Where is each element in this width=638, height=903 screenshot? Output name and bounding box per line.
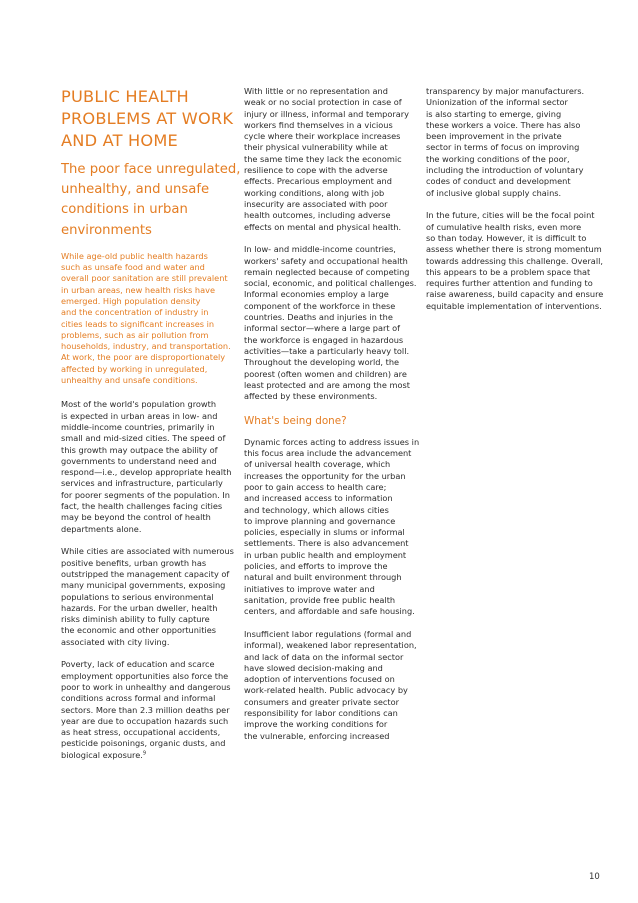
text-line: populations to serious environmental <box>61 591 214 602</box>
text-line: increases the opportunity for the urban <box>244 470 406 481</box>
page-number: 10 <box>589 872 600 882</box>
text-line: effects on mental and physical health. <box>244 221 402 232</box>
text-line: work-related health. Public advocacy by <box>244 685 408 696</box>
text-line: problems, such as air pollution from <box>61 329 209 340</box>
text-line: sanitation, provide free public health <box>244 594 396 605</box>
page-subtitle <box>61 160 241 241</box>
text-line: many municipal governments, exposing <box>61 580 226 591</box>
text-line: least protected and are among the most <box>244 379 410 390</box>
paragraph <box>426 86 598 199</box>
text-line: households, industry, and transportation. <box>61 341 231 352</box>
text-line: cities leads to significant increases in <box>61 318 215 329</box>
text-line: initiatives to improve water and <box>244 583 375 594</box>
text-line: poorest (often women and children) are <box>244 368 407 379</box>
text-line: workers find themselves in a vicious <box>244 119 393 130</box>
text-line: emerged. High population density <box>61 296 201 306</box>
text-line: unhealthy and unsafe conditions. <box>61 375 198 386</box>
text-line: services and infrastructure, particularly <box>61 478 223 489</box>
text-line: unhealthy, and unsafe <box>61 182 210 198</box>
text-line: social, economic, and political challenges. <box>244 278 417 289</box>
text-line: governments to understand need and <box>61 455 217 466</box>
text-line: to improve planning and governance <box>244 515 396 526</box>
text-line: While age-old public health hazards <box>61 250 208 261</box>
text-line: this focus area include the advancement <box>244 448 412 459</box>
text-line: in urban public health and employment <box>244 549 407 560</box>
text-line: Poverty, lack of education and scarce <box>61 659 215 670</box>
text-line: as heat stress, occupational accidents, <box>61 727 221 738</box>
text-line: and the concentration of industry in <box>61 307 209 318</box>
text-line: so than today. However, it is difficult to <box>426 232 587 243</box>
text-line: health outcomes, including adverse <box>244 210 391 221</box>
text-line: fact, the health challenges facing cities <box>61 501 223 512</box>
intro-paragraph <box>61 251 234 387</box>
text-line: insecurity are associated with poor <box>244 198 388 209</box>
text-line: policies, especially in slums or informal <box>244 527 405 538</box>
text-line: departments alone. <box>61 523 142 534</box>
text-line: middle-income countries, primarily in <box>61 421 215 432</box>
text-line: improve the working conditions for <box>244 719 388 730</box>
text-line: employment opportunities also force the <box>61 670 229 681</box>
middle-column <box>244 86 420 753</box>
text-line: outstripped the management capacity of <box>61 568 230 579</box>
paragraph <box>244 86 416 233</box>
text-line: biological exposure.$^9$ <box>61 749 147 760</box>
text-line: Most of the world's population growth <box>61 399 217 410</box>
text-line: including the introduction of voluntary <box>426 165 584 176</box>
text-line: assess whether there is strong momentum <box>426 244 602 255</box>
text-line: working conditions, along with job <box>244 187 385 198</box>
left-column <box>61 86 241 772</box>
text-line: Insufficient labor regulations (formal and <box>244 628 412 639</box>
text-line: their physical vulnerability while at <box>244 142 388 153</box>
paragraph <box>61 546 234 648</box>
text-line: small and mid-sized cities. The speed of <box>61 433 226 444</box>
text-line: the workforce is engaged in hazardous <box>244 334 404 345</box>
text-line: sector in terms of focus on improving <box>426 142 580 153</box>
paragraph <box>244 436 420 618</box>
text-line: hazards. For the urban dweller, health <box>61 602 218 613</box>
text-line: In low- and middle-income countries, <box>244 244 396 255</box>
text-line: In the future, cities will be the focal point <box>426 210 595 221</box>
text-line: resilience to cope with the adverse <box>244 165 388 176</box>
text-line: and lack of data on the informal sector <box>244 651 404 662</box>
text-line: While cities are associated with numerous <box>61 546 234 557</box>
text-line: consumers and greater private sector <box>244 696 400 707</box>
text-line: the vulnerable, enforcing increased <box>244 730 390 741</box>
text-line: responsibility for labor conditions can <box>244 708 398 719</box>
text-line: of inclusive global supply chains. <box>426 187 562 198</box>
text-line: these workers a voice. There has also <box>426 119 581 130</box>
text-line: may be beyond the control of health <box>61 512 211 523</box>
text-line: component of the workforce in these <box>244 300 396 311</box>
text-line: natural and built environment through <box>244 572 402 583</box>
text-line: positive benefits, urban growth has <box>61 557 207 568</box>
text-line: environments <box>61 222 152 238</box>
paragraph <box>61 659 234 761</box>
text-line: affected by these environments. <box>244 391 378 402</box>
text-line: is expected in urban areas in low- and <box>61 410 218 421</box>
footnote-marker: 9 <box>142 750 147 757</box>
text-line: poor to work in unhealthy and dangerous <box>61 681 231 692</box>
text-line: effects. Precarious employment and <box>244 176 392 187</box>
text-line: The poor face unregulated, <box>61 162 241 177</box>
text-line: Unionization of the informal sector <box>426 97 568 108</box>
text-line: adoption of interventions focused on <box>244 674 395 685</box>
text-line: for poorer segments of the population. In <box>61 489 230 500</box>
paragraph <box>61 399 234 535</box>
text-line: cycle where their workplace increases <box>244 131 401 142</box>
text-line: poor to gain access to health care; <box>244 481 387 492</box>
text-line: associated with city living. <box>61 636 170 647</box>
text-line: this growth may outpace the ability of <box>61 444 218 455</box>
text-line: Dynamic forces acting to address issues in <box>244 436 420 447</box>
text-line: overall poor sanitation are still prevalent <box>61 273 228 284</box>
text-line: workers' safety and occupational health <box>244 255 408 266</box>
text-line: settlements. There is also advancement <box>244 538 409 549</box>
text-line: weak or no social protection in case of <box>244 97 402 108</box>
text-line: countries. Deaths and injuries in the <box>244 312 393 323</box>
text-line: With little or no representation and <box>244 86 388 96</box>
text-line: PROBLEMS AT WORK <box>61 109 234 128</box>
text-line: policies, and efforts to improve the <box>244 561 388 572</box>
text-line: Informal economies employ a large <box>244 289 389 300</box>
text-line: is also starting to emerge, giving <box>426 108 562 119</box>
page-title <box>61 86 234 152</box>
text-line: raise awareness, build capacity and ensure <box>426 289 604 300</box>
text-line: equitable implementation of interventions. <box>426 300 602 311</box>
text-line: and technology, which allows cities <box>244 504 389 515</box>
text-line: centers, and affordable and safe housing. <box>244 606 415 617</box>
section-heading: What's being done? <box>244 414 347 427</box>
text-line: risks diminish ability to fully capture <box>61 614 210 625</box>
text-line: the same time they lack the economic <box>244 153 402 164</box>
text-line: transparency by major manufacturers. <box>426 86 585 96</box>
text-line: have slowed decision-making and <box>244 662 383 673</box>
text-line: activities—take a particularly heavy toll. <box>244 345 410 356</box>
paragraph <box>244 244 416 402</box>
text-line: year are due to occupation hazards such <box>61 715 229 726</box>
text-line: the economic and other opportunities <box>61 625 216 636</box>
text-line: pesticide poisonings, organic dusts, and <box>61 738 226 749</box>
text-line: remain neglected because of competing <box>244 266 410 277</box>
text-line: informal), weakened labor representation, <box>244 640 417 651</box>
text-line: and increased access to information <box>244 493 393 504</box>
text-line: affected by working in unregulated, <box>61 363 208 374</box>
paragraph <box>244 629 416 742</box>
text-line: the working conditions of the poor, <box>426 153 570 164</box>
text-line: codes of conduct and development <box>426 176 571 187</box>
text-line: been improvement in the private <box>426 131 562 142</box>
text-line: sectors. More than 2.3 million deaths per <box>61 704 230 715</box>
text-line: in urban areas, new health risks have <box>61 284 216 295</box>
text-line: conditions across formal and informal <box>61 693 216 704</box>
text-line: At work, the poor are disproportionately <box>61 352 226 363</box>
text-line: conditions in urban <box>61 202 188 218</box>
text-line: injury or illness, informal and temporary <box>244 108 409 119</box>
text-line: Throughout the developing world, the <box>244 357 400 368</box>
text-line: respond—i.e., develop appropriate health <box>61 467 232 478</box>
text-line: this appears to be a problem space that <box>426 266 591 277</box>
text-line: requires further attention and funding to <box>426 278 593 289</box>
paragraph <box>426 210 604 312</box>
text-line: informal sector—where a large part of <box>244 323 401 334</box>
text-line: of universal health coverage, which <box>244 459 391 470</box>
text-line: of cumulative health risks, even more <box>426 221 582 232</box>
text-line: such as unsafe food and water and <box>61 262 205 273</box>
text-line: towards addressing this challenge. Overall, <box>426 255 603 266</box>
text-line: AND AT HOME <box>61 131 178 150</box>
text-line: PUBLIC HEALTH <box>61 87 189 106</box>
right-column <box>426 86 604 323</box>
